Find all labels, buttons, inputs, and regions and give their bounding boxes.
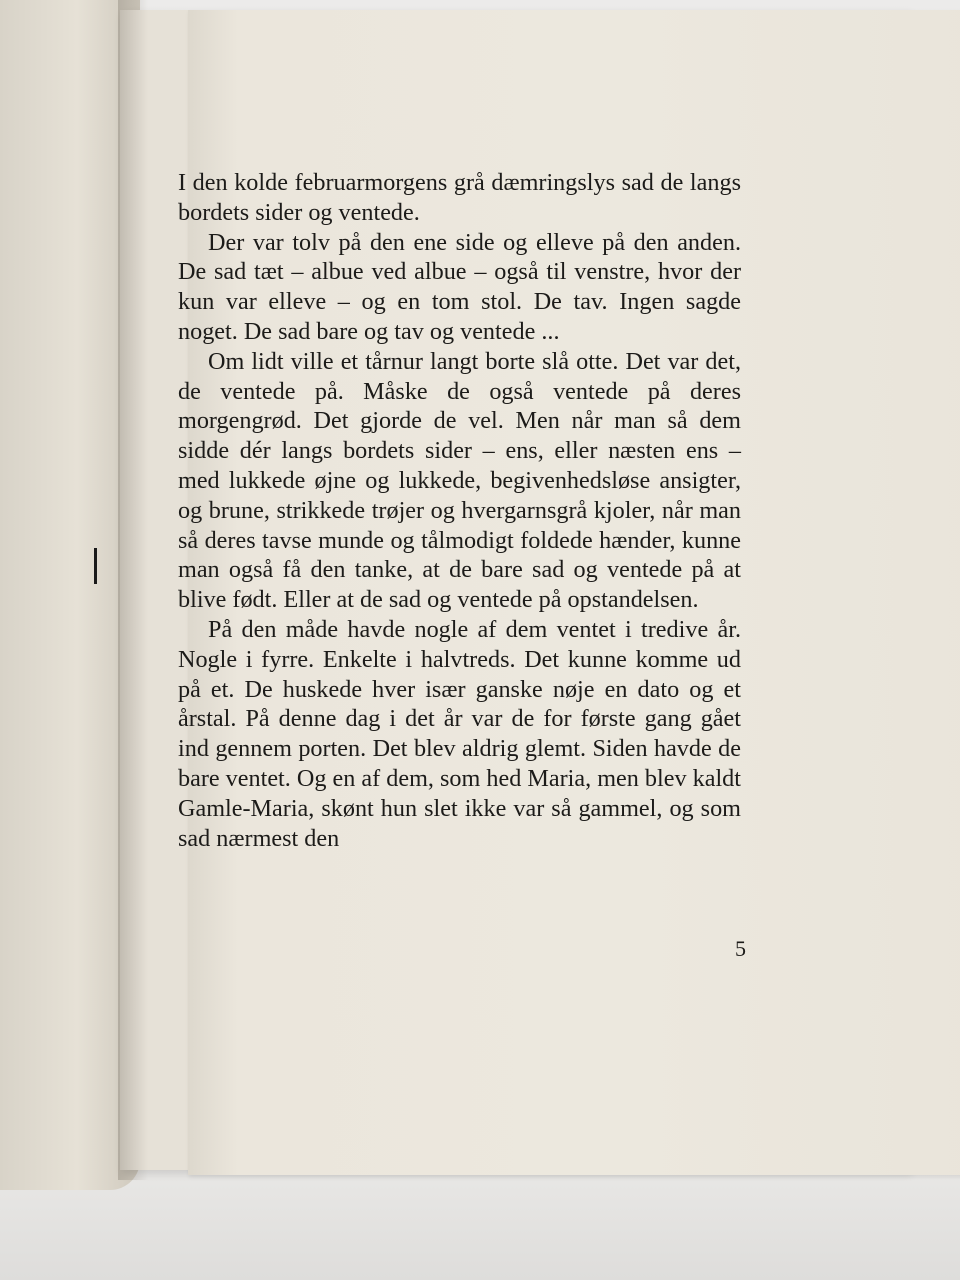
- paragraph: På den måde havde nogle af dem ventet i tredive år. Nogle i fyrre. Enkelte i halvtreds. Det kunne komme ud på et. De huskede hver især ganske nøje en dato og et årstal. På denne dag i det år var de for første gang gået ind gennem porten. Det blev aldrig glemt. Siden havde de bare ventet. Og en af dem, som hed Maria, men blev kaldt Gamle-Maria, skønt hun slet ikke var så gammel, og som sad nærmest den: [178, 615, 741, 852]
- paragraph: Om lidt ville et tårnur langt borte slå otte. Det var det, de ventede på. Måske de også ventede på deres morgengrød. Det gjorde de vel. Men når man så dem sidde dér langs bordets sider – ens, eller næsten ens – med lukkede øjne og lukkede, begivenhedsløse ansigter, og brune, strikkede trøjer og hvergarnsgrå kjoler, når man så deres tavse munde og tålmodigt foldede hænder, kunne man også få den tanke, at de bare sad og ventede på at blive født. Eller at de sad og ventede på opstandelsen.: [178, 347, 741, 614]
- page-number: 5: [735, 936, 746, 961]
- body-text: [178, 168, 741, 853]
- paragraph: Der var tolv på den ene side og elleve på den anden. De sad tæt – albue ved albue – også til venstre, hvor der kun var elleve – og en tom stol. De tav. Ingen sagde noget. De sad bare og tav og ventede ...: [178, 228, 741, 345]
- left-page-mark: [94, 548, 97, 584]
- paragraph: I den kolde februarmorgens grå dæmringslys sad de langs bordets sider og ventede.: [178, 169, 741, 226]
- gutter-shadow: [118, 0, 148, 1180]
